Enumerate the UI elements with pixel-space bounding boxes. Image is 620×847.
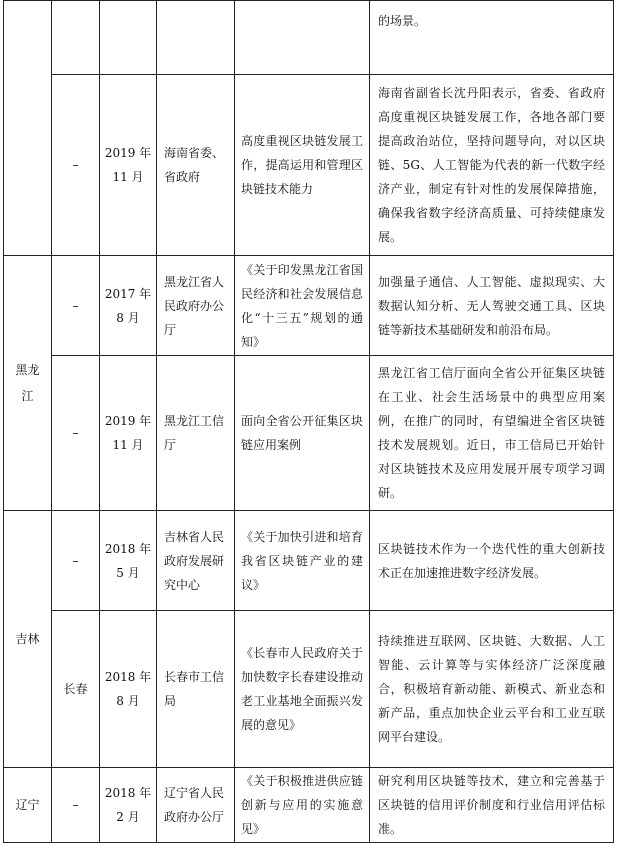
document-cell: 高度重视区块链发展工作，提高运用和管理区块链技术能力: [235, 75, 370, 256]
issuer-cell: 辽宁省人民政府办公厅: [157, 768, 235, 843]
date-cell: [100, 1, 157, 75]
content-cell: 的场景。: [370, 1, 614, 75]
issuer-cell: 长春市工信局: [157, 611, 235, 768]
date-cell: 2018 年 5 月: [100, 511, 157, 611]
province-cell: [4, 1, 52, 256]
content-cell: 海南省副省长沈丹阳表示，省委、省政府高度重视区块链发展工作，各地各部门要提高政治站位，坚持问题导向，对以区块链、5G、人工智能为代表的新一代数字经济产业，制定有针对性的发展保障措施，确保我省数字经济高质量、可持续健康发展。: [370, 75, 614, 256]
issuer-cell: 海南省委、省政府: [157, 75, 235, 256]
table-row: [4, 256, 614, 356]
city-cell: –: [52, 511, 100, 611]
date-cell: 2017 年 8 月: [100, 256, 157, 356]
document-cell: 《关于印发黑龙江省国民经济和社会发展信息化“十三五”规划的通知》: [235, 256, 370, 356]
city-cell: –: [52, 75, 100, 256]
content-cell: 研究利用区块链等技术，建立和完善基于区块链的信用评价制度和行业信用评估标准。: [370, 768, 614, 843]
document-cell: [235, 1, 370, 75]
document-cell: 《关于积极推进供应链创新与应用的实施意见》: [235, 768, 370, 843]
content-cell: 黑龙江省工信厅面向全省公开征集区块链在工业、社会生活场景中的典型应用案例，在推广的同时，有望编进全省区块链技术发展规划。近日，市工信局已开始针对区块链技术及应用发展开展专项学习调研。: [370, 356, 614, 511]
issuer-cell: 黑龙江省人民政府办公厅: [157, 256, 235, 356]
table-row: [4, 356, 614, 511]
document-cell: 面向全省公开征集区块链应用案例: [235, 356, 370, 511]
province-cell: 黑龙江: [4, 256, 52, 511]
content-cell: 区块链技术作为一个迭代性的重大创新技术正在加速推进数字经济发展。: [370, 511, 614, 611]
document-cell: 《长春市人民政府关于加快数字长春建设推动老工业基地全面振兴发展的意见》: [235, 611, 370, 768]
city-cell: 长春: [52, 611, 100, 768]
document-cell: 《关于加快引进和培育我省区块链产业的建议》: [235, 511, 370, 611]
table-row: [4, 768, 614, 843]
content-cell: 持续推进互联网、区块链、大数据、人工智能、云计算等与实体经济广泛深度融合，积极培育新动能、新模式、新业态和新产品，重点加快企业云平台和工业互联网平台建设。: [370, 611, 614, 768]
issuer-cell: 吉林省人民政府发展研究中心: [157, 511, 235, 611]
province-cell: 吉林: [4, 511, 52, 768]
city-cell: –: [52, 256, 100, 356]
city-cell: –: [52, 768, 100, 843]
table-row: [4, 75, 614, 256]
city-cell: [52, 1, 100, 75]
province-cell: 辽宁: [4, 768, 52, 843]
city-cell: –: [52, 356, 100, 511]
date-cell: 2018 年 8 月: [100, 611, 157, 768]
date-cell: 2018 年 2 月: [100, 768, 157, 843]
table-row: [4, 611, 614, 768]
policy-table: [3, 0, 614, 843]
issuer-cell: [157, 1, 235, 75]
table-row: [4, 1, 614, 75]
table-row: [4, 511, 614, 611]
date-cell: 2019 年 11 月: [100, 75, 157, 256]
issuer-cell: 黑龙江工信厅: [157, 356, 235, 511]
date-cell: 2019 年 11 月: [100, 356, 157, 511]
content-cell: 加强量子通信、人工智能、虚拟现实、大数据认知分析、无人驾驶交通工具、区块链等新技术基础研发和前沿布局。: [370, 256, 614, 356]
